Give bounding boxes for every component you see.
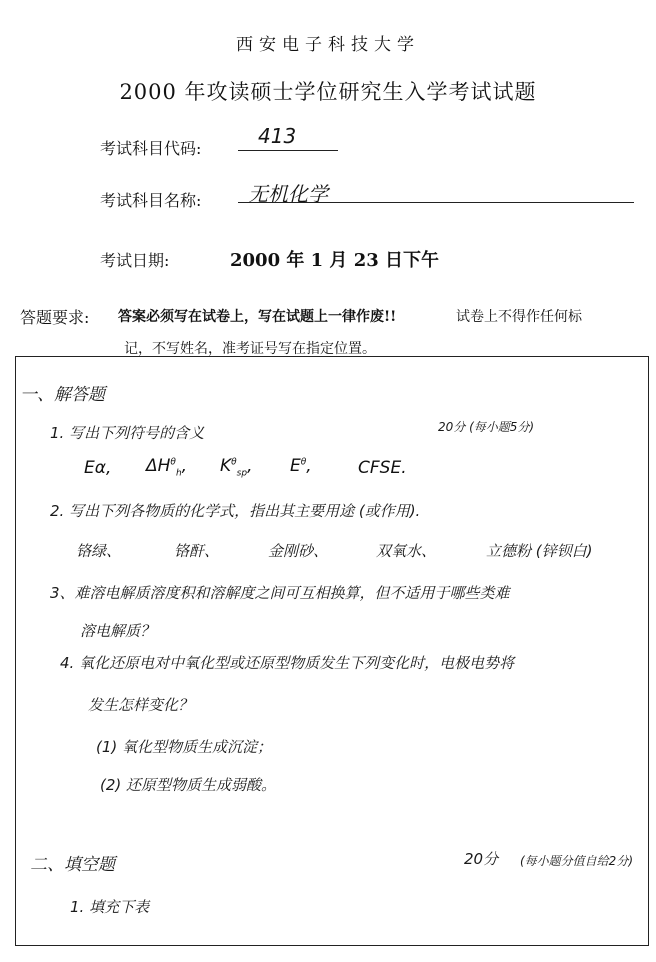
university-name: 西安电子科技大学: [236, 35, 420, 55]
q2-text: 2. 写出下列各物质的化学式，指出其主要用途 (或作用).: [50, 502, 421, 520]
q4-line1: 4. 氧化还原电对中氧化型或还原型物质发生下列变化时，电极电势将: [60, 654, 515, 672]
subject-name-label: 考试科目名称:: [100, 191, 202, 210]
subject-code-underline: [238, 150, 338, 151]
symbol-ksp: $K^\theta_{sp}$,: [220, 456, 253, 479]
symbol-delta-h: $\Delta H^\theta_h$,: [146, 456, 188, 479]
symbol-cfse: CFSE.: [358, 458, 407, 478]
symbol-e-alpha: Eα,: [84, 458, 112, 478]
exam-date-value: 2000 年 1 月 23 日下午: [230, 250, 440, 271]
exam-title: 2000 年攻读硕士学位研究生入学考试试题: [119, 80, 537, 104]
requirements-bold: 答案必须写在试卷上，写在试题上一律作废!!: [118, 309, 397, 325]
section2-score-note: (每小题分值自给2分): [520, 854, 633, 868]
subject-name-underline: [238, 202, 634, 203]
subject-code-value: 413: [258, 124, 297, 148]
section2-q1: 1. 填充下表: [70, 898, 150, 916]
q1-text: 1. 写出下列符号的含义: [50, 424, 205, 442]
q2-item-lithopone: 立德粉 (锌钡白): [486, 542, 593, 560]
q4-sub2: (2) 还原型物质生成弱酸。: [100, 776, 277, 794]
section2-score: 20分: [464, 850, 499, 868]
q4-line2: 发生怎样变化？: [88, 696, 194, 714]
q3-line2: 溶电解质？: [80, 622, 156, 640]
q2-item-hydrogen-peroxide: 双氧水、: [376, 542, 437, 560]
q1-score: 20分 (每小题5分): [438, 420, 535, 434]
requirements-text-line1: 试卷上不得作任何标: [456, 309, 582, 325]
q2-item-chrome-green: 铬绿、: [76, 542, 122, 560]
subject-code-label: 考试科目代码:: [100, 139, 202, 158]
q2-item-chromic-anhydride: 铬酐、: [174, 542, 220, 560]
q3-line1: 3、难溶电解质溶度积和溶解度之间可互相换算，但不适用于哪些类难: [50, 584, 510, 602]
q4-sub1: (1) 氧化型物质生成沉淀；: [96, 738, 273, 756]
requirements-label: 答题要求:: [20, 308, 90, 327]
q2-item-carborundum: 金刚砂、: [268, 542, 329, 560]
subject-name-value: 无机化学: [248, 182, 328, 206]
section1-heading: 一、解答题: [20, 385, 105, 405]
section2-heading: 二、填空题: [30, 855, 115, 875]
symbol-e-theta: $E^\theta$,: [290, 456, 312, 476]
requirements-text-line2: 记，不写姓名，准考证号写在指定位置。: [124, 341, 376, 357]
exam-date-label: 考试日期:: [100, 251, 170, 270]
